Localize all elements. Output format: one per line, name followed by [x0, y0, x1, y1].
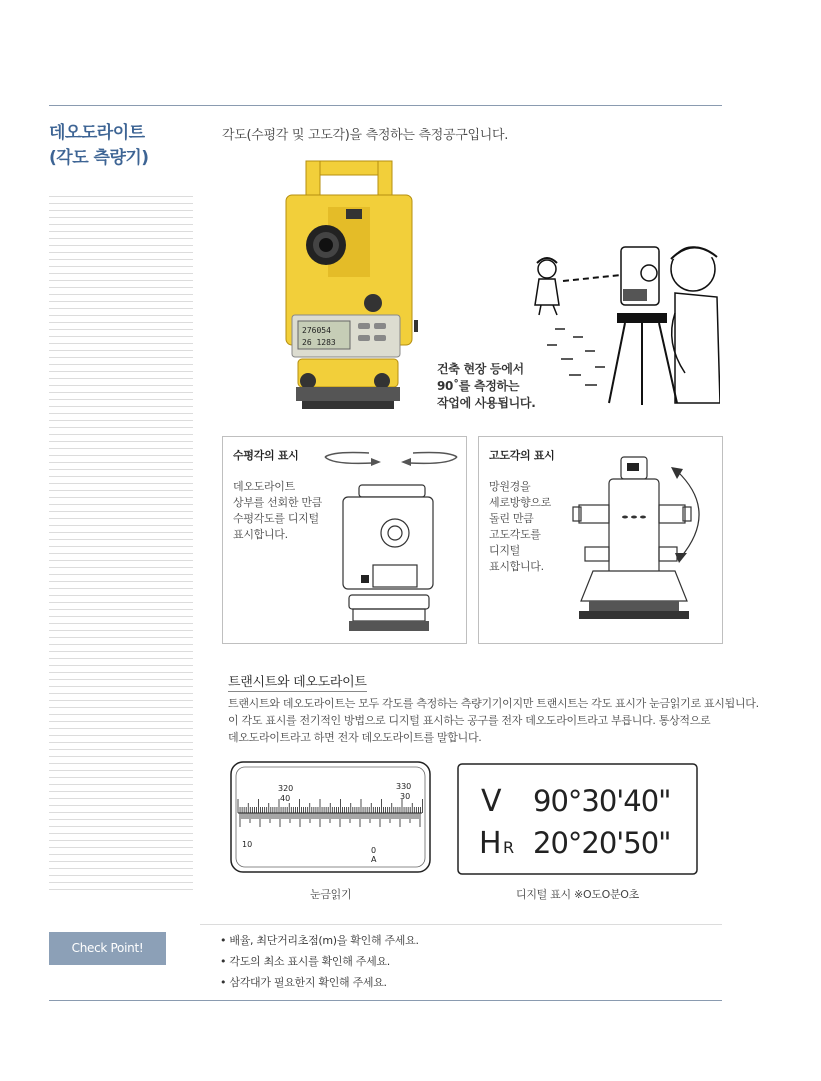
- sidebar-stripes: [49, 190, 193, 896]
- scale-caption: 눈금읽기: [310, 888, 352, 901]
- section-title: 트랜시트와 데오도라이트: [228, 671, 367, 692]
- field-caption-line1: 건축 현장 등에서: [437, 362, 524, 376]
- horizontal-text-line: 상부를 선회한 만큼: [233, 496, 323, 509]
- page-title-line1: 데오도라이트: [49, 123, 145, 143]
- digital-caption: 디지털 표시 ※O도O분O초: [516, 888, 639, 901]
- digital-v-value: 90°30'40": [533, 784, 671, 818]
- horizontal-text-line: 수평각도를 디지털: [233, 512, 319, 525]
- check-point-button[interactable]: Check Point!: [49, 932, 166, 965]
- page-title: [49, 121, 149, 171]
- vertical-text-line: 돌린 만큼: [489, 512, 534, 525]
- horizontal-box-text: [233, 479, 322, 543]
- scale-label-40: 40: [280, 794, 291, 803]
- vertical-rotation-diagram: [569, 451, 719, 639]
- vertical-box-text: [489, 479, 551, 575]
- bottom-divider: [49, 1000, 722, 1001]
- vertical-text-line: 세로방향으로: [489, 496, 551, 509]
- horizontal-angle-box: [222, 436, 467, 644]
- horizontal-box-title: 수평각의 표시: [233, 449, 299, 462]
- page-title-line2: (각도 측량기): [49, 148, 149, 168]
- list-item: • 삼각대가 필요한지 확인해 주세요.: [220, 972, 419, 993]
- field-sketch: [525, 233, 720, 413]
- field-caption-line2: 90˚를 측정하는: [437, 379, 520, 393]
- top-divider: [49, 105, 722, 106]
- digital-display-figure: [457, 763, 698, 875]
- arrow-left-icon: [401, 458, 411, 466]
- section-paragraph: [228, 695, 759, 746]
- list-item: • 배율, 최단거리초점(m)을 확인해 주세요.: [220, 930, 419, 951]
- digital-v-label: V: [481, 784, 502, 819]
- list-item: • 각도의 최소 표시를 확인해 주세요.: [220, 951, 419, 972]
- scale-label-10: 10: [242, 840, 253, 849]
- vertical-text-line: 디지털: [489, 544, 520, 557]
- paragraph-line: 트랜시트와 데오도라이트는 모두 각도를 측정하는 측량기기이지만 트랜시트는 각도 표시가 눈금읽기로 표시됩니다.: [228, 697, 759, 710]
- scale-reading-figure: [230, 761, 431, 873]
- vertical-text-line: 고도각도를: [489, 528, 541, 541]
- scale-label-30: 30: [400, 792, 411, 801]
- field-caption-line3: 작업에 사용됩니다.: [437, 396, 536, 410]
- digital-h-sub: R: [503, 838, 515, 857]
- horizontal-rotation-diagram: [319, 447, 463, 639]
- digital-h-label: H: [479, 826, 502, 861]
- check-point-list: [220, 930, 419, 993]
- vertical-text-line: 망원경을: [489, 480, 531, 493]
- paragraph-line: 데오도라이트라고 하면 전자 데오도라이트를 말합니다.: [228, 731, 482, 744]
- scale-label-0: 0: [371, 846, 377, 855]
- field-caption: [437, 361, 535, 412]
- vertical-angle-box: [478, 436, 723, 644]
- paragraph-line: 이 각도 표시를 전기적인 방법으로 디지털 표시하는 공구를 전자 데오도라이트라고 부릅니다. 통상적으로: [228, 714, 711, 727]
- digital-h-value: 20°20'50": [533, 826, 671, 860]
- vertical-text-line: 표시합니다.: [489, 560, 544, 573]
- horizontal-text-line: 표시합니다.: [233, 528, 288, 541]
- intro-text: 각도(수평각 및 고도각)을 측정하는 측정공구입니다.: [222, 128, 509, 143]
- theodolite-photo: [278, 155, 418, 415]
- arrow-right-icon: [371, 458, 381, 466]
- scale-label-320: 320: [278, 784, 294, 793]
- checkpoint-divider: [200, 924, 722, 925]
- lcd-line1: 276054: [302, 326, 331, 335]
- scale-label-a: A: [371, 855, 377, 864]
- horizontal-text-line: 데오도라이트: [233, 480, 295, 493]
- arrow-up-icon: [671, 467, 683, 479]
- vertical-box-title: 고도각의 표시: [489, 449, 555, 462]
- scale-label-330: 330: [396, 782, 412, 791]
- lcd-line2: 26 1283: [302, 338, 336, 347]
